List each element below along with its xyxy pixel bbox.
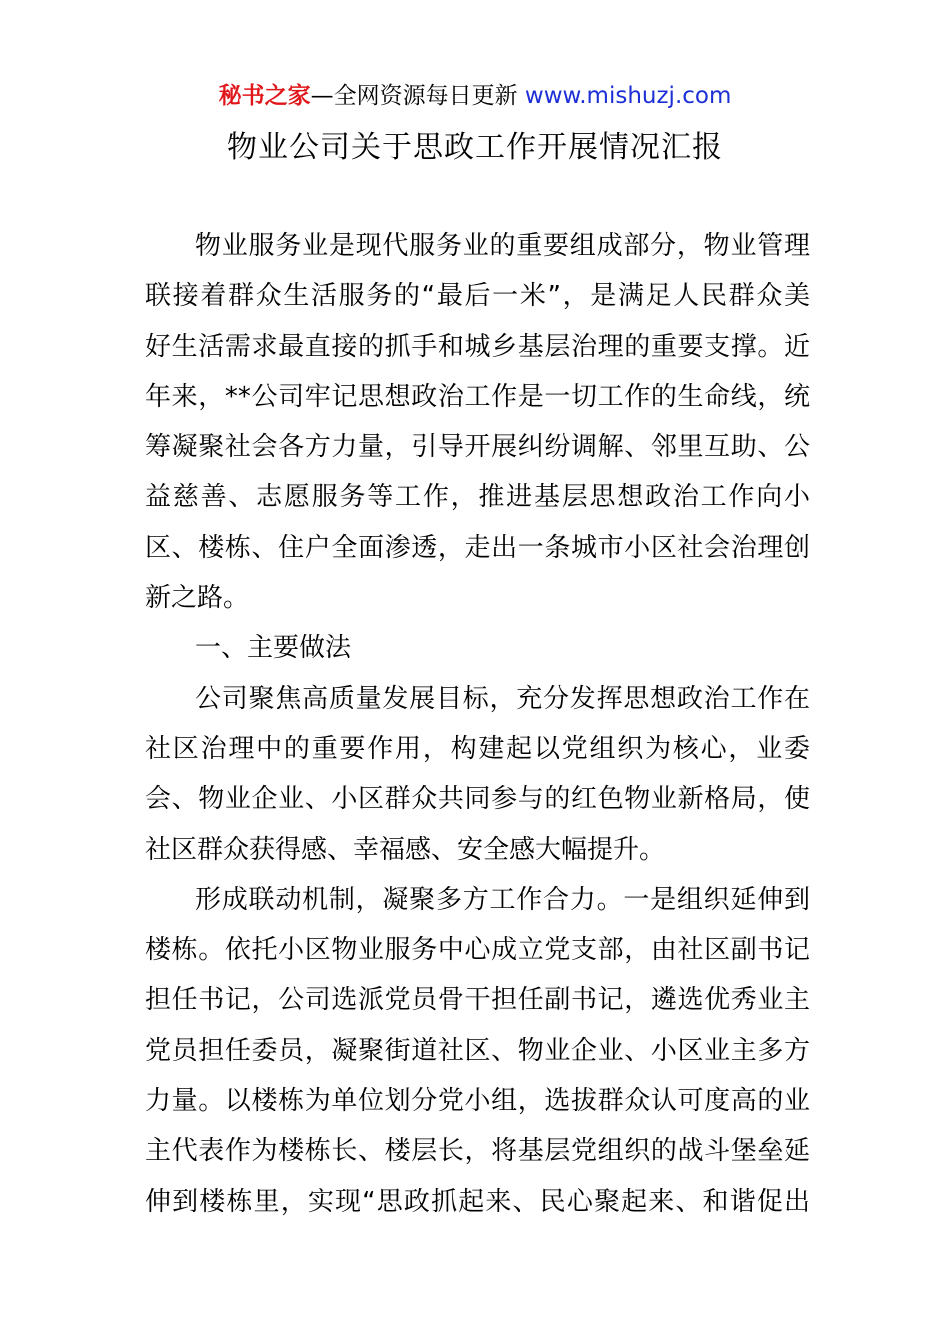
site-brand: 秘书之家 — [218, 83, 311, 109]
paragraph-line: 益慈善、志愿服务等工作，推进基层思想政治工作向小 — [145, 482, 810, 513]
paragraph-line: 联接着群众生活服务的“最后一米”，是满足人民群众美 — [145, 281, 810, 312]
paragraph-line: 公司聚焦高质量发展目标，充分发挥思想政治工作在 — [195, 683, 810, 714]
site-url-link[interactable]: www.mishuzj.com — [524, 83, 732, 109]
paragraph-line: 形成联动机制，凝聚多方工作合力。一是组织延伸到 — [195, 884, 810, 915]
site-header — [0, 80, 950, 112]
paragraph-line: 党员担任委员，凝聚街道社区、物业企业、小区业主多方 — [145, 1035, 810, 1066]
site-tagline: —全网资源每日更新 — [310, 83, 525, 109]
paragraph-line: 主代表作为楼栋长、楼层长，将基层党组织的战斗堡垒延 — [145, 1136, 810, 1167]
paragraph-line: 筹凝聚社会各方力量，引导开展纠纷调解、邻里互助、公 — [145, 432, 810, 463]
paragraph-line: 社区治理中的重要作用，构建起以党组织为核心，业委 — [145, 733, 810, 764]
document-title: 物业公司关于思政工作开展情况汇报 — [227, 130, 723, 165]
paragraph-line: 力量。以楼栋为单位划分党小组，选拔群众认可度高的业 — [145, 1086, 810, 1117]
paragraph-line: 区、楼栋、住户全面渗透，走出一条城市小区社会治理创 — [145, 532, 810, 563]
paragraph-line: 好生活需求最直接的抓手和城乡基层治理的重要支撑。近 — [145, 331, 810, 362]
paragraph-line: 物业服务业是现代服务业的重要组成部分，物业管理 — [195, 231, 810, 261]
paragraph-line: 社区群众获得感、幸福感、安全感大幅提升。 — [145, 834, 666, 865]
paragraph-line: 新之路。 — [145, 583, 250, 614]
paragraph-line: 担任书记，公司选派党员骨干担任副书记，遴选优秀业主 — [145, 985, 810, 1016]
section-heading: 一、主要做法 — [195, 633, 352, 664]
paragraph-line: 伸到楼栋里，实现“思政抓起来、民心聚起来、和谐促出 — [145, 1186, 810, 1217]
document-body — [145, 221, 810, 1227]
paragraph-line: 年来，**公司牢记思想政治工作是一切工作的生命线，统 — [145, 381, 810, 412]
paragraph-line: 会、物业企业、小区群众共同参与的红色物业新格局，使 — [145, 784, 810, 815]
paragraph-line: 楼栋。依托小区物业服务中心成立党支部，由社区副书记 — [145, 935, 810, 966]
